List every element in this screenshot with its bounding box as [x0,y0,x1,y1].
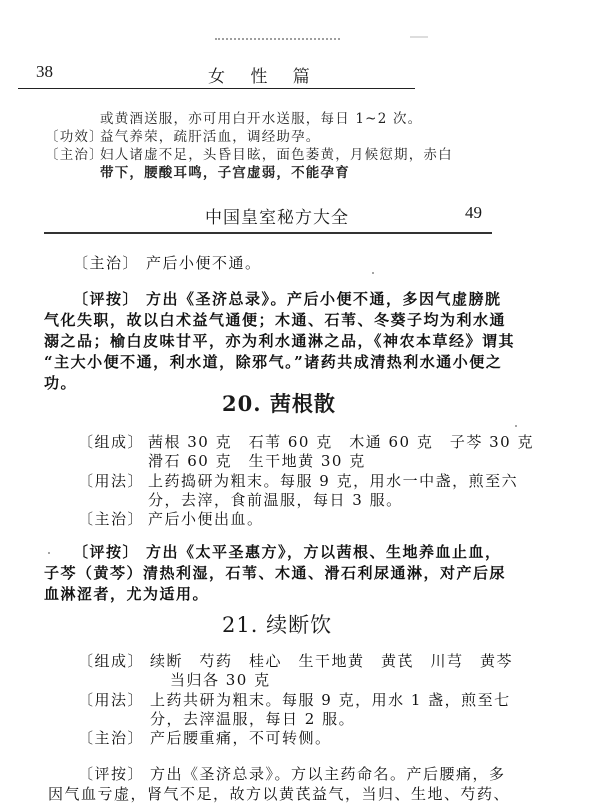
header-rule-main [44,232,492,234]
indication-text: 产后小便不通。 [146,254,262,272]
page-number-main: 49 [465,203,482,222]
composition-line: 续断 芍药 桂心 生干地黄 黄芪 川芎 黄芩 [150,652,514,670]
clipped-text: 带下，腰酸耳鸣，子宫虚弱，不能孕育 [100,165,350,181]
section-label-composition: 〔组成〕 [78,652,145,670]
section-label-effect: 〔功效〕 [45,129,104,145]
section-label-indication: 〔主治〕 [45,147,104,163]
section-label-usage: 〔用法〕 [78,472,145,490]
scan-speck [48,552,50,554]
usage-line: 分，去滓温服，每日 2 服。 [150,710,356,728]
section-label-indication: 〔主治〕 [78,510,145,528]
header-rule-top [18,88,415,89]
recipe-title: 21. 续断饮 [222,613,333,637]
section-label-commentary: 〔评按〕 [78,765,145,783]
page-number-top: 38 [36,62,53,81]
running-head-top: 女 性 篇 [208,67,320,87]
text-line-clipped [100,161,350,181]
section-label-commentary: 〔评按〕 [73,290,140,308]
scan-speck [372,272,374,274]
section-label-indication: 〔主治〕 [78,729,145,747]
commentary-line: 方出《圣济总录》。产后小便不通，多因气虚膀胱 [146,290,502,308]
scan-artifact-line [215,38,340,43]
scan-artifact-mark [410,36,428,38]
recipe-title: 20. 茜根散 [222,391,336,416]
commentary-line: 方出《圣济总录》。方以主药命名。产后腰痛，多 [150,765,506,783]
composition-line: 当归各 30 克 [170,671,271,689]
running-head-main: 中国皇室秘方大全 [205,208,349,228]
commentary-line: 因气血亏虚，肾气不足，故方以黄芪益气，当归、生地、芍药、 [48,785,511,803]
usage-line: 分，去滓，食前温服，每日 3 服。 [148,491,403,509]
section-label-commentary: 〔评按〕 [73,543,140,561]
text-line: 妇人诸虚不足，头昏目眩，面色萎黄，月候愆期，赤白 [100,147,453,163]
commentary-line: 方出《太平圣惠方》，方以茜根、生地养血止血， [146,543,502,561]
scan-speck [515,425,517,427]
indication-text: 产后腰重痛，不可转侧。 [150,729,332,747]
indication-text: 产后小便出血。 [148,510,264,528]
commentary-line: 子芩（黄芩）清热利湿，石苇、木通、滑石利尿通淋，对产后尿 [44,564,507,582]
composition-line: 滑石 60 克 生干地黄 30 克 [148,452,366,470]
composition-line: 茜根 30 克 石苇 60 克 木通 60 克 子芩 30 克 [148,433,534,451]
section-label-indication: 〔主治〕 [73,254,140,272]
section-label-composition: 〔组成〕 [78,433,145,451]
commentary-line: 功。 [44,374,78,392]
section-label-usage: 〔用法〕 [78,691,145,709]
commentary-line: “主大小便不通，利水道，除邪气。”诸药共成清热利水通小便之 [44,353,503,371]
text-line: 益气养荣，疏肝活血，调经助孕。 [100,129,321,145]
usage-line: 上药捣研为粗末。每服 9 克，用水一中盏，煎至六 [148,472,519,490]
commentary-line: 血淋涩者，尤为适用。 [44,585,210,603]
commentary-line: 溺之品；榆白皮味甘平，亦为利水通淋之品，《神农本草经》谓其 [44,332,516,350]
text-line: 或黄酒送服，亦可用白开水送服，每日 1~2 次。 [100,111,423,127]
usage-line: 上药共研为粗末。每服 9 克，用水 1 盏，煎至七 [150,691,511,709]
commentary-line: 气化失职，故以白术益气通便；木通、石苇、冬葵子均为利水通 [44,311,507,329]
